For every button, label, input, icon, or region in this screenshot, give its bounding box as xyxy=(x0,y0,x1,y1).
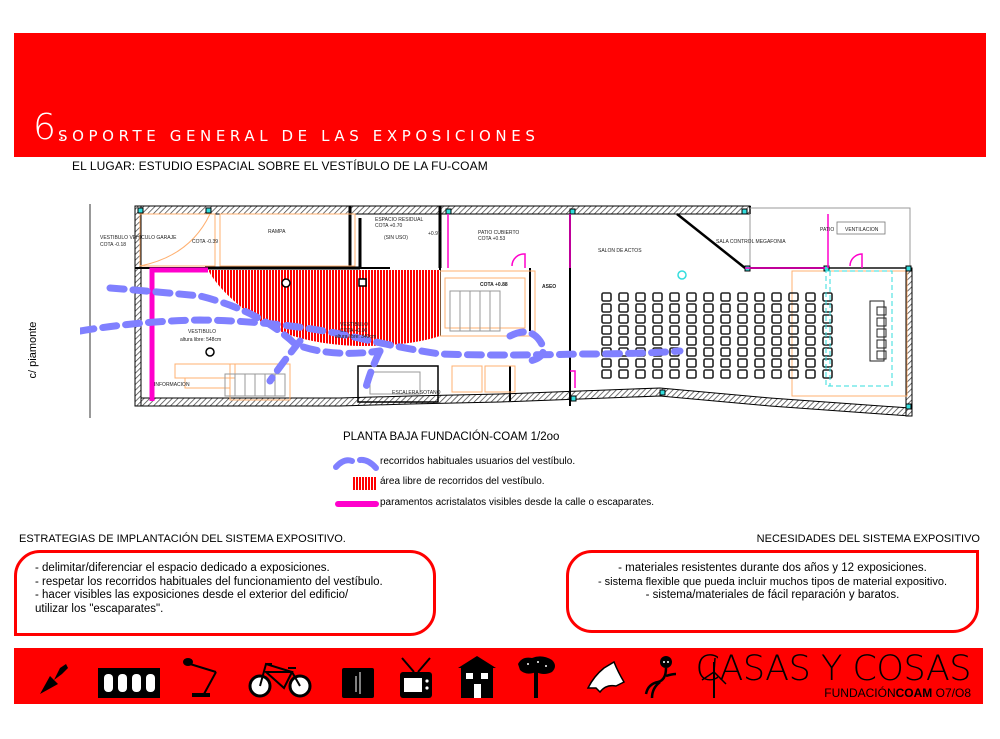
brand-title: CASAS Y COSAS xyxy=(695,649,971,689)
seat xyxy=(806,359,815,367)
seat xyxy=(772,304,781,312)
seat xyxy=(602,337,611,345)
seat xyxy=(789,315,798,323)
label-salon-actos: SALON DE ACTOS xyxy=(598,248,642,254)
seat xyxy=(755,348,764,356)
seat xyxy=(636,337,645,345)
seat xyxy=(636,304,645,312)
seat xyxy=(789,293,798,301)
house-icon xyxy=(458,654,496,698)
seat xyxy=(806,304,815,312)
seat xyxy=(619,293,628,301)
seat xyxy=(823,326,832,334)
seat xyxy=(738,326,747,334)
label-vestibulo-garaje-cota: COTA -0.18 xyxy=(100,242,127,248)
seat xyxy=(823,337,832,345)
seat xyxy=(772,359,781,367)
seat xyxy=(721,326,730,334)
seat xyxy=(670,370,679,378)
seat xyxy=(789,348,798,356)
seat xyxy=(704,293,713,301)
seat xyxy=(687,337,696,345)
auditorium-seats xyxy=(602,293,832,378)
label-ventilacion: VENTILACION xyxy=(845,227,879,233)
seat xyxy=(636,370,645,378)
label-patio: PATIO xyxy=(820,227,835,233)
label-vestibulo-garaje: VESTIBULO VEHICULO GARAJE xyxy=(100,235,177,241)
brand-sub-fundacion: FUNDACIÓN xyxy=(824,686,896,700)
seat xyxy=(704,326,713,334)
seat xyxy=(721,370,730,378)
seat xyxy=(670,293,679,301)
seat xyxy=(738,337,747,345)
seat xyxy=(789,359,798,367)
seat xyxy=(738,348,747,356)
seat xyxy=(772,337,781,345)
seat xyxy=(687,315,696,323)
section-number: 6. xyxy=(33,107,68,148)
needs-title: NECESIDADES DEL SISTEMA EXPOSITIVO xyxy=(756,533,980,545)
legend-label-free-area: área libre de recorridos del vestíbulo. xyxy=(380,476,545,487)
seat xyxy=(738,293,747,301)
desk-lamp-icon xyxy=(182,654,222,698)
seat xyxy=(738,359,747,367)
seat xyxy=(755,359,764,367)
seat xyxy=(738,370,747,378)
seat xyxy=(687,370,696,378)
seat xyxy=(687,359,696,367)
seat xyxy=(653,315,662,323)
seat xyxy=(704,370,713,378)
seat xyxy=(704,337,713,345)
seat xyxy=(602,293,611,301)
seat xyxy=(823,348,832,356)
seat xyxy=(687,293,696,301)
trowel-icon xyxy=(36,654,72,698)
seat xyxy=(602,326,611,334)
glazing-swatch-icon xyxy=(332,496,380,512)
seat xyxy=(602,315,611,323)
seat xyxy=(670,337,679,345)
label-aseo: ASEO xyxy=(542,284,557,290)
seat xyxy=(806,348,815,356)
strategies-line: - hacer visibles las exposiciones desde el exterior del edificio/ xyxy=(35,589,349,601)
seat xyxy=(619,337,628,345)
seat xyxy=(823,359,832,367)
seat xyxy=(823,315,832,323)
seat xyxy=(806,326,815,334)
seat xyxy=(670,304,679,312)
seat xyxy=(619,359,628,367)
seat xyxy=(636,293,645,301)
seat xyxy=(772,326,781,334)
seat xyxy=(721,359,730,367)
seat xyxy=(687,348,696,356)
label-altura-libre: altura libre: 548cm xyxy=(180,337,222,343)
street-label-text: c/ piamonte xyxy=(27,321,39,379)
needs-line: - sistema flexible que pueda incluir muchos tipos de material expositivo. xyxy=(597,575,948,588)
seat xyxy=(704,359,713,367)
seated-figure-icon xyxy=(642,654,682,698)
section-title: SOPORTE GENERAL DE LAS EXPOSICIONES xyxy=(58,127,540,145)
strategies-line: - respetar los recorridos habituales del funcionamiento del vestíbulo. xyxy=(35,575,383,588)
seat xyxy=(670,359,679,367)
seat xyxy=(823,293,832,301)
seat xyxy=(670,326,679,334)
brand-subtitle xyxy=(824,686,971,700)
free-area-swatch-icon xyxy=(332,475,380,491)
seat xyxy=(772,293,781,301)
legend-title: PLANTA BAJA FUNDACIÓN-COAM 1/2oo xyxy=(343,431,560,443)
seat xyxy=(806,337,815,345)
seat xyxy=(789,326,798,334)
free-area-zone xyxy=(208,270,440,346)
tree-icon xyxy=(516,654,558,698)
strategies-line: - delimitar/diferenciar el espacio dedicado a exposiciones. xyxy=(35,562,330,574)
seat xyxy=(704,304,713,312)
seat xyxy=(755,315,764,323)
seat xyxy=(687,304,696,312)
seat xyxy=(704,315,713,323)
label-escalera-sotano: ESCALERA SOTANO xyxy=(392,390,441,396)
seat xyxy=(772,315,781,323)
seat xyxy=(755,370,764,378)
seat xyxy=(653,359,662,367)
street-label xyxy=(24,300,42,400)
strategies-title: ESTRATEGIAS DE IMPLANTACIÓN DEL SISTEMA EXPOSITIVO. xyxy=(19,533,346,545)
brand-sub-year: O7/O8 xyxy=(932,686,971,700)
stage-table xyxy=(870,301,886,361)
seat xyxy=(687,326,696,334)
label-espacio-residual: ESPACIO RESIDUAL xyxy=(375,217,424,223)
seat xyxy=(721,304,730,312)
seat xyxy=(670,315,679,323)
seat xyxy=(789,304,798,312)
seat xyxy=(806,370,815,378)
seat xyxy=(619,370,628,378)
seat xyxy=(704,348,713,356)
label-sin-uso: (SIN USO) xyxy=(384,235,408,241)
strategies-line: utilizar los "escaparates". xyxy=(35,602,164,615)
tv-icon xyxy=(398,654,434,698)
seat xyxy=(755,337,764,345)
seat xyxy=(619,326,628,334)
seat xyxy=(738,315,747,323)
seat xyxy=(755,304,764,312)
route-swatch-icon xyxy=(332,455,380,471)
seat xyxy=(721,293,730,301)
seat xyxy=(653,304,662,312)
footer-band xyxy=(14,648,983,704)
seat xyxy=(602,304,611,312)
seat xyxy=(653,293,662,301)
needs-box xyxy=(566,550,979,633)
legend-label-routes: recorridos habituales usuarios del vestíbulo. xyxy=(380,456,576,467)
label-rampa: RAMPA xyxy=(268,229,286,235)
label-patio-cubierto: PATIO CUBIERTO xyxy=(478,230,520,236)
seat xyxy=(755,293,764,301)
radiator-icon xyxy=(98,654,160,698)
label-patio-cubierto-cota: COTA +0.53 xyxy=(478,236,506,242)
seat xyxy=(772,348,781,356)
label-cota-097: +0.97 xyxy=(428,231,441,237)
seat xyxy=(721,315,730,323)
needs-line: - sistema/materiales de fácil reparación y baratos. xyxy=(645,589,900,601)
seat xyxy=(738,304,747,312)
seat xyxy=(823,370,832,378)
map-region-icon xyxy=(586,654,626,698)
label-cota-escalera: COTA +0.88 xyxy=(480,282,508,288)
seat xyxy=(636,315,645,323)
seat xyxy=(721,337,730,345)
seat xyxy=(806,293,815,301)
seat xyxy=(653,326,662,334)
door-icon xyxy=(342,654,374,698)
label-vestibulo-2-cota: COTA +0.00 xyxy=(340,328,368,334)
seat xyxy=(653,337,662,345)
label-vestibulo-2: VESTIBULO xyxy=(340,322,369,328)
label-sala-control: SALA CONTROL MEGAFONIA xyxy=(716,239,786,245)
label-cota-rampa: COTA -0.39 xyxy=(192,239,219,245)
seat xyxy=(721,348,730,356)
seat xyxy=(789,337,798,345)
seat xyxy=(636,326,645,334)
label-vestibulo-2-altura: altura libre: 340cm xyxy=(335,334,377,340)
seat xyxy=(619,304,628,312)
label-vestibulo: VESTIBULO xyxy=(188,329,217,335)
page-subtitle: EL LUGAR: ESTUDIO ESPACIAL SOBRE EL VESTÍBULO DE LA FU-COAM xyxy=(72,159,488,173)
seat xyxy=(619,315,628,323)
seat xyxy=(806,315,815,323)
seat xyxy=(653,370,662,378)
strategies-box xyxy=(14,550,436,636)
seat xyxy=(636,359,645,367)
bicycle-icon xyxy=(248,654,312,698)
legend-label-glazing: paramentos acristalatos visibles desde la calle o escaparates. xyxy=(380,497,655,508)
floor-plan xyxy=(80,196,920,418)
label-informacion: INFORMACION xyxy=(154,382,190,388)
seat xyxy=(602,370,611,378)
seat xyxy=(823,304,832,312)
seat xyxy=(772,370,781,378)
seat xyxy=(602,359,611,367)
brand-sub-coam: COAM xyxy=(895,686,933,700)
label-espacio-residual-cota: COTA +0.70 xyxy=(375,223,403,229)
seat xyxy=(789,370,798,378)
seat xyxy=(755,326,764,334)
needs-line: - materiales resistentes durante dos años y 12 exposiciones. xyxy=(618,562,927,574)
